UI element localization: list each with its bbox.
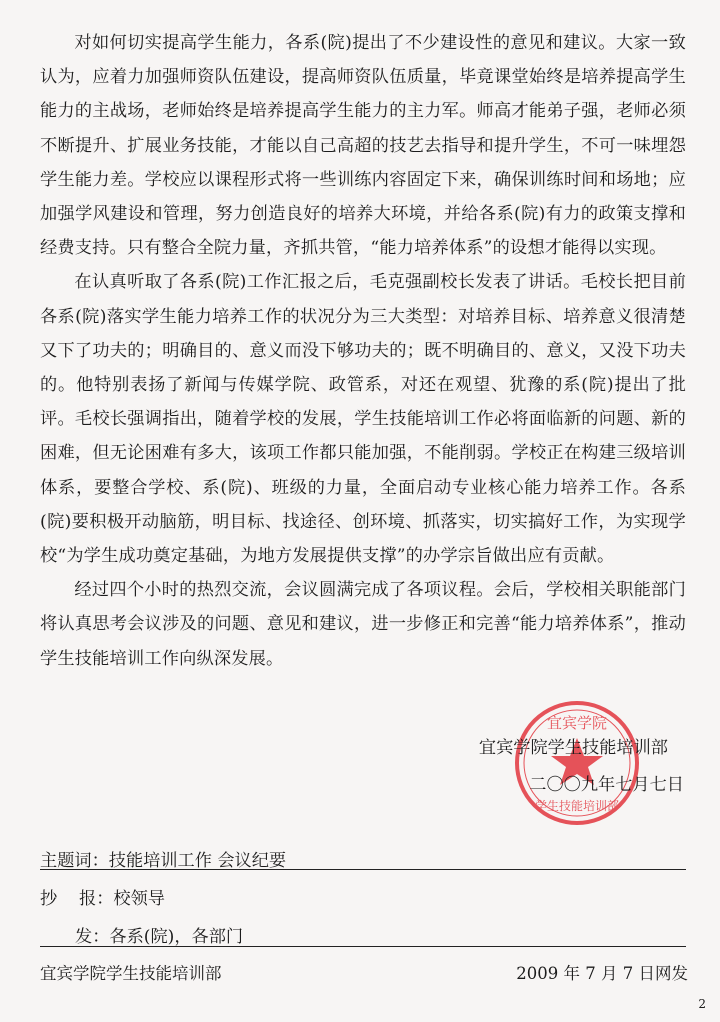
keywords-row: [40, 846, 686, 871]
signature-organization: 宜宾学院学生技能培训部: [478, 738, 668, 758]
divider-line: [40, 869, 686, 870]
svg-text:学生技能培训部: 学生技能培训部: [534, 799, 620, 813]
keywords-label: 主题词：: [40, 851, 109, 871]
paragraph-1: 对如何切实提高学生能力，各系(院)提出了不少建设性的意见和建议。大家一致认为，应着力加强师资队伍建设，提高师资队伍质量，毕竟课堂始终是培养提高学生能力的主战场，老师始终是培养提高学生能力的主力军。师高才能弟子强，老师必须不断提升、扩展业务技能，才能以自己高超的技艺去指导和提升学生，不可一味埋怨学生能力差。学校应以课程形式将一些训练内容固定下来，确保训练时间和场地；应加强学风建设和管理，努力创造良好的培养大环境，并给各系(院)有力的政策支撑和经费支持。只有整合全院力量，齐抓共管，“能力培养体系”的设想才能得以实现。: [40, 33, 686, 259]
signature-date: 二〇〇九年七月七日: [529, 775, 684, 795]
official-seal-stamp: [512, 698, 642, 828]
svg-text:宜宾学院: 宜宾学院: [546, 714, 608, 732]
distribution-label: 发：: [75, 927, 110, 947]
paragraph-2: 在认真听取了各系(院)工作汇报之后，毛克强副校长发表了讲话。毛校长把目前各系(院)落实学生能力培养工作的状况分为三大类型：对培养目标、培养意义很清楚又下了功夫的；明确目的、意义而没下够功夫的；既不明确目的、意义，又没下功夫的。他特别表扬了新闻与传媒学院、政管系，对还在观望、犹豫的系(院)提出了批评。毛校长强调指出，随着学校的发展，学生技能培训工作必将面临新的问题、新的困难，但无论困难有多大，该项工作都只能加强，不能削弱。学校正在构建三级培训体系，要整合学校、系(院)、班级的力量，全面启动专业核心能力培养工作。各系(院)要积极开动脑筋，明目标、找途径、创环境、抓落实，切实搞好工作，为实现学校“为学生成功奠定基础，为地方发展提供支撑”的办学宗旨做出应有贡献。: [40, 272, 686, 567]
divider-line: [40, 946, 686, 947]
document-body: [40, 26, 686, 676]
cc-value: 校领导: [113, 889, 165, 909]
distribution-row: [40, 922, 720, 947]
keywords-value: 技能培训工作 会议纪要: [108, 851, 287, 871]
cc-row: [40, 884, 686, 909]
cc-label: 抄 报：: [40, 889, 114, 909]
page-number: 2: [698, 997, 706, 1011]
footer-organization: 宜宾学院学生技能培训部: [40, 964, 222, 983]
footer-issue-date: 2009 年 7 月 7 日网发: [516, 964, 688, 983]
paragraph-3: 经过四个小时的热烈交流，会议圆满完成了各项议程。会后，学校相关职能部门将认真思考会议涉及的问题、意见和建议，进一步修正和完善“能力培养体系”，推动学生技能培训工作向纵深发展。: [40, 580, 686, 669]
distribution-value: 各系(院)，各部门: [109, 927, 244, 947]
